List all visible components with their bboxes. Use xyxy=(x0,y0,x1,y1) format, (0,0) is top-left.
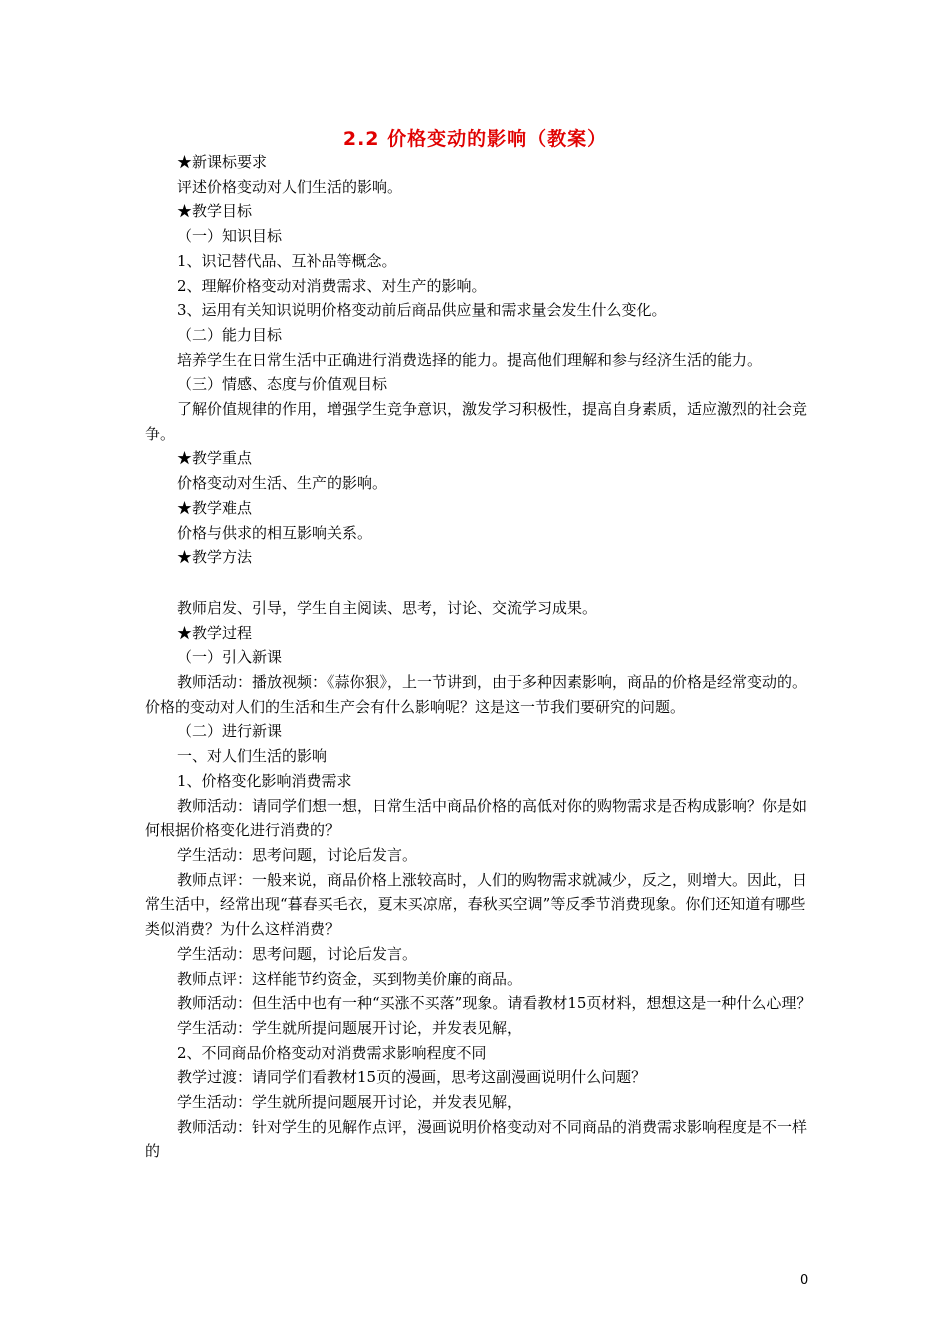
subheading: （一）引入新课 xyxy=(177,648,283,667)
section-heading: ★教学重点 xyxy=(177,449,253,468)
paragraph: 培养学生在日常生活中正确进行消费选择的能力。提高他们理解和参与经济生活的能力。 xyxy=(177,350,763,369)
section-heading: ★教学目标 xyxy=(177,202,253,221)
subheading: （二）进行新课 xyxy=(177,722,283,741)
paragraph: 一、对人们生活的影响 xyxy=(177,747,328,766)
paragraph: 教师活动：请同学们想一想，日常生活中商品价格的高低对你的购物需求是否构成影响？你是如何根据价格变化进行消费的？ xyxy=(145,796,808,840)
paragraph: 3、运用有关知识说明价格变动前后商品供应量和需求量会发生什么变化。 xyxy=(177,301,667,320)
paragraph: 2、不同商品价格变动对消费需求影响程度不同 xyxy=(177,1043,487,1062)
document-title: 2.2 价格变动的影响（教案） xyxy=(342,128,608,150)
paragraph: 1、价格变化影响消费需求 xyxy=(177,771,352,790)
paragraph: 教师活动：针对学生的见解作点评，漫画说明价格变动对不同商品的消费需求影响程度是不一样的 xyxy=(145,1117,808,1161)
paragraph: 价格变动对生活、生产的影响。 xyxy=(177,474,388,493)
paragraph: 教师活动：但生活中也有一种“买涨不买落”现象。请看教材15页材料，想想这是一种什么心理？ xyxy=(177,994,812,1013)
paragraph: 教师活动：播放视频：《蒜你狠》，上一节讲到，由于多种因素影响，商品的价格是经常变动的。价格的变动对人们的生活和生产会有什么影响呢？这是这一节我们要研究的问题。 xyxy=(145,673,808,716)
paragraph: 学生活动：学生就所提问题展开讨论，并发表见解， xyxy=(177,1018,523,1037)
paragraph: 教师启发、引导，学生自主阅读、思考，讨论、交流学习成果。 xyxy=(177,598,598,617)
subheading: （三）情感、态度与价值观目标 xyxy=(177,375,388,394)
section-heading: ★教学过程 xyxy=(177,623,253,642)
paragraph: 价格与供求的相互影响关系。 xyxy=(177,523,373,542)
section-heading: ★教学难点 xyxy=(177,498,253,517)
page-number: 0 xyxy=(800,1273,809,1288)
paragraph: 学生活动：思考问题，讨论后发言。 xyxy=(177,944,418,963)
paragraph: 2、理解价格变动对消费需求、对生产的影响。 xyxy=(177,276,487,295)
paragraph: 教学过渡：请同学们看教材15页的漫画，思考这副漫画说明什么问题？ xyxy=(177,1068,647,1087)
paragraph: 1、识记替代品、互补品等概念。 xyxy=(177,251,397,270)
paragraph: 学生活动：思考问题，讨论后发言。 xyxy=(177,845,418,864)
section-heading: ★新课标要求 xyxy=(177,153,268,171)
paragraph: 教师点评：这样能节约资金，买到物美价廉的商品。 xyxy=(177,969,523,988)
paragraph: 教师点评：一般来说，商品价格上涨较高时，人们的购物需求就减少，反之，则增大。因此，日常生活中，经常出现“暮春买毛衣，夏末买凉席，春秋买空调”等反季节消费现象。你们还知道有哪些类似消费？为什么这样消费？ xyxy=(145,870,808,939)
subheading: （一）知识目标 xyxy=(177,227,283,246)
paragraph: 了解价值规律的作用，增强学生竞争意识，激发学习积极性，提高自身素质，适应激烈的社会竞争。 xyxy=(145,400,808,443)
paragraph: 学生活动：学生就所提问题展开讨论，并发表见解， xyxy=(177,1093,523,1112)
paragraph: 评述价格变动对人们生活的影响。 xyxy=(177,177,403,196)
subheading: （二）能力目标 xyxy=(177,325,283,344)
document-body xyxy=(145,150,813,1164)
section-heading: ★教学方法 xyxy=(177,548,253,567)
